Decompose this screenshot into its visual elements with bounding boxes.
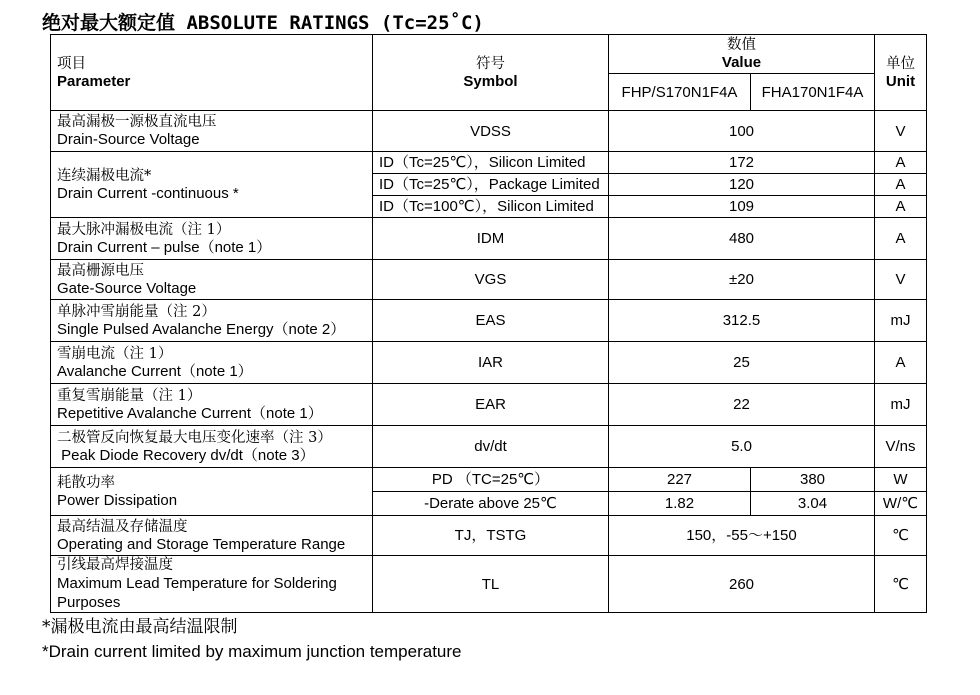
param-tl bbox=[51, 556, 373, 613]
header-value-zh: 数值 bbox=[727, 37, 756, 53]
header-unit-zh: 单位 bbox=[886, 55, 915, 72]
param-en: Single Pulsed Avalanche Energy（note 2） bbox=[57, 320, 346, 338]
header-parameter bbox=[51, 35, 373, 111]
param-zh: 最高结温及存储温度 bbox=[57, 518, 188, 535]
header-symbol-zh: 符号 bbox=[476, 55, 505, 72]
unit-eas: mJ bbox=[875, 300, 927, 342]
unit-idm: A bbox=[875, 218, 927, 260]
value-tj: 150，-55～+150 bbox=[609, 516, 875, 556]
param-iar bbox=[51, 342, 373, 384]
symbol-id-2: ID（Tc=25℃），Package Limited bbox=[373, 174, 609, 196]
symbol-id-3: ID（Tc=100℃），Silicon Limited bbox=[373, 196, 609, 218]
param-en: Peak Diode Recovery dv/dt（note 3） bbox=[57, 446, 315, 464]
header-unit bbox=[875, 35, 927, 111]
param-zh: 耗散功率 bbox=[57, 474, 115, 491]
value-vgs: ±20 bbox=[609, 260, 875, 300]
header-unit-en: Unit bbox=[885, 72, 916, 90]
param-ear bbox=[51, 384, 373, 426]
footnote-zh: *漏极电流由最高结温限制 bbox=[42, 617, 238, 637]
param-tj bbox=[51, 516, 373, 556]
page-title: 绝对最大额定值 ABSOLUTE RATINGS (Tc=25˚C) bbox=[42, 12, 484, 34]
unit-tj: ℃ bbox=[875, 516, 927, 556]
param-en: Power Dissipation bbox=[57, 491, 178, 509]
param-en: Gate-Source Voltage bbox=[57, 279, 197, 297]
symbol-id-1: ID（Tc=25℃），Silicon Limited bbox=[373, 152, 609, 174]
header-parameter-en: Parameter bbox=[57, 72, 131, 90]
unit-tl: ℃ bbox=[875, 556, 927, 613]
value-tl: 260 bbox=[609, 556, 875, 613]
unit-iar: A bbox=[875, 342, 927, 384]
param-en: Avalanche Current（note 1） bbox=[57, 362, 253, 380]
value-pd-2-part2: 3.04 bbox=[751, 492, 875, 516]
param-zh: 雪崩电流（注 1） bbox=[57, 345, 173, 362]
param-zh: 重复雪崩能量（注 1） bbox=[57, 387, 202, 404]
param-zh: 连续漏极电流* bbox=[57, 167, 152, 184]
value-eas: 312.5 bbox=[609, 300, 875, 342]
value-pd-2-part1: 1.82 bbox=[609, 492, 751, 516]
unit-id-3: A bbox=[875, 196, 927, 218]
symbol-idm: IDM bbox=[373, 218, 609, 260]
value-pd-1-part1: 227 bbox=[609, 468, 751, 492]
header-parameter-zh: 项目 bbox=[57, 55, 86, 72]
param-en: Maximum Lead Temperature for Soldering Purposes bbox=[57, 574, 337, 611]
value-id-2: 120 bbox=[609, 174, 875, 196]
unit-ear: mJ bbox=[875, 384, 927, 426]
param-en: Repetitive Avalanche Current（note 1） bbox=[57, 404, 323, 422]
value-pd-1-part2: 380 bbox=[751, 468, 875, 492]
symbol-eas: EAS bbox=[373, 300, 609, 342]
param-dvdt bbox=[51, 426, 373, 468]
value-id-3: 109 bbox=[609, 196, 875, 218]
value-id-1: 172 bbox=[609, 152, 875, 174]
unit-id-2: A bbox=[875, 174, 927, 196]
unit-dvdt: V/ns bbox=[875, 426, 927, 468]
header-symbol bbox=[373, 35, 609, 111]
value-ear: 22 bbox=[609, 384, 875, 426]
symbol-tj: TJ，TSTG bbox=[373, 516, 609, 556]
param-en: Drain-Source Voltage bbox=[57, 131, 200, 148]
param-en: Drain Current -continuous * bbox=[57, 184, 239, 202]
value-dvdt: 5.0 bbox=[609, 426, 875, 468]
footnote-en: *Drain current limited by maximum junction temperature bbox=[42, 642, 462, 661]
header-value bbox=[609, 35, 875, 74]
unit-vdss: V bbox=[875, 111, 927, 152]
param-pd bbox=[51, 468, 373, 516]
symbol-pd-2: -Derate above 25℃ bbox=[373, 492, 609, 516]
value-idm: 480 bbox=[609, 218, 875, 260]
param-zh: 最高栅源电压 bbox=[57, 262, 144, 279]
param-vdss bbox=[51, 111, 373, 152]
param-zh: 单脉冲雪崩能量（注 2） bbox=[57, 303, 216, 320]
value-vdss: 100 bbox=[609, 111, 875, 152]
symbol-pd-1: PD （TC=25℃） bbox=[373, 468, 609, 492]
param-id bbox=[51, 152, 373, 218]
unit-pd-1: W bbox=[875, 468, 927, 492]
param-en: Drain Current – pulse（note 1） bbox=[57, 238, 272, 256]
param-zh: 最高漏极一源极直流电压 bbox=[57, 114, 217, 130]
symbol-vdss: VDSS bbox=[373, 111, 609, 152]
param-zh: 引线最高焊接温度 bbox=[57, 556, 173, 573]
symbol-iar: IAR bbox=[373, 342, 609, 384]
symbol-ear: EAR bbox=[373, 384, 609, 426]
symbol-dvdt: dv/dt bbox=[373, 426, 609, 468]
symbol-vgs: VGS bbox=[373, 260, 609, 300]
unit-pd-2: W/℃ bbox=[875, 492, 927, 516]
param-zh: 二极管反向恢复最大电压变化速率（注 3） bbox=[57, 429, 332, 446]
param-en: Operating and Storage Temperature Range bbox=[57, 535, 346, 553]
param-vgs bbox=[51, 260, 373, 300]
header-symbol-en: Symbol bbox=[463, 72, 518, 90]
param-idm bbox=[51, 218, 373, 260]
header-part-1: FHP/S170N1F4A bbox=[609, 74, 751, 111]
unit-id-1: A bbox=[875, 152, 927, 174]
header-value-en: Value bbox=[721, 54, 762, 71]
unit-vgs: V bbox=[875, 260, 927, 300]
symbol-tl: TL bbox=[373, 556, 609, 613]
value-iar: 25 bbox=[609, 342, 875, 384]
param-eas bbox=[51, 300, 373, 342]
param-zh: 最大脉冲漏极电流（注 1） bbox=[57, 221, 231, 238]
header-part-2: FHA170N1F4A bbox=[751, 74, 875, 111]
absolute-ratings-table bbox=[50, 34, 927, 613]
